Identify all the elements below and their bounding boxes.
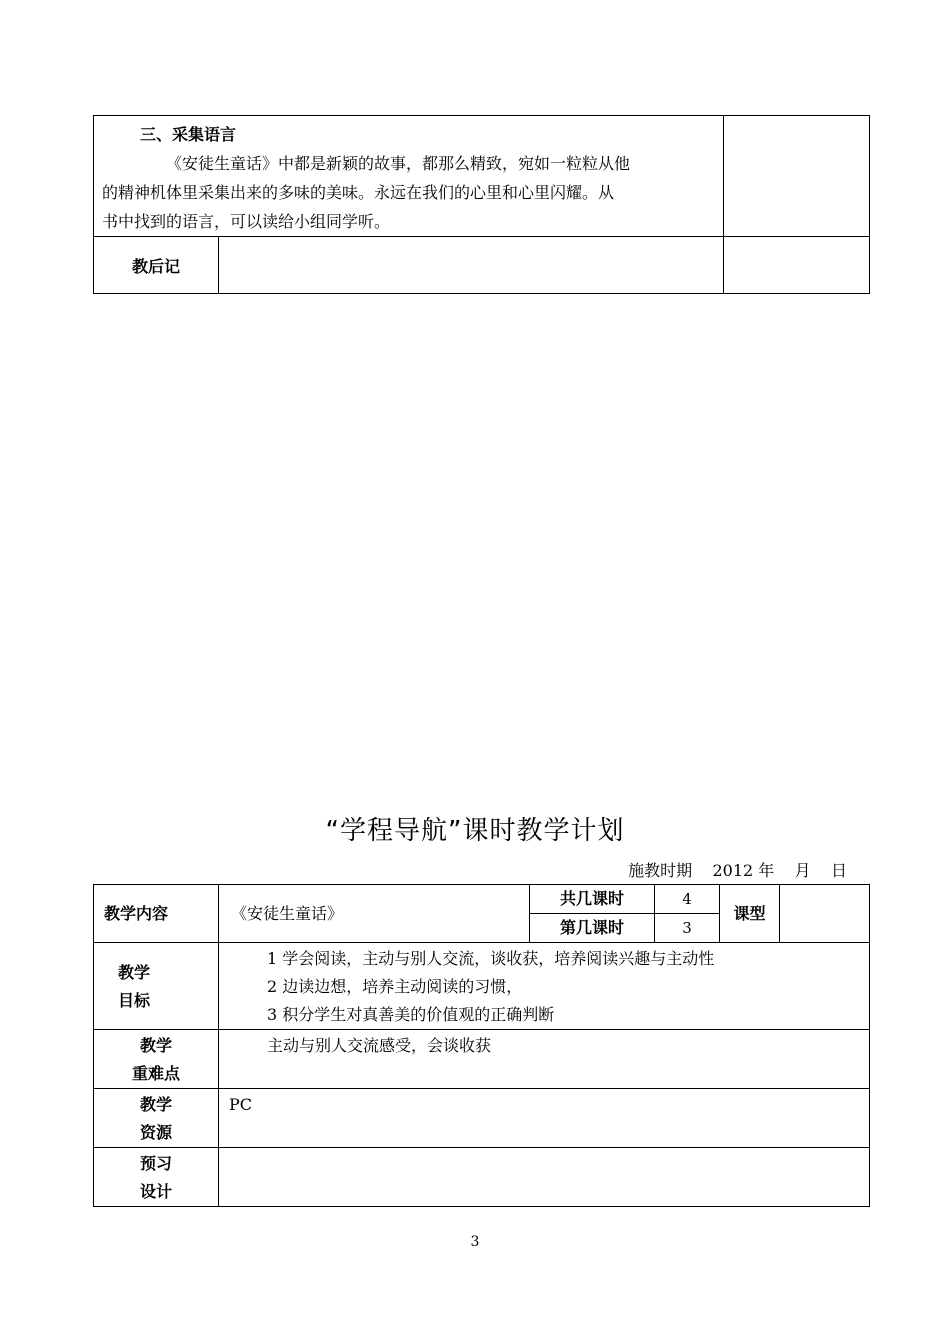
after-class-notes (724, 237, 870, 294)
keypoints-label (94, 1030, 219, 1089)
section-three-text-line: 书中找到的语言，可以读给小组同学听。 (102, 212, 391, 231)
content-label: 教学内容 (94, 885, 219, 943)
date-line: 施教时期 2012 年 月 日 (628, 861, 847, 880)
keypoints-content: 主动与别人交流感受，会谈收获 (219, 1030, 870, 1089)
keypoints-label-line: 教学 (139, 1036, 172, 1055)
current-hour-value: 3 (655, 914, 720, 943)
total-hours-value: 4 (655, 885, 720, 914)
lesson-continuation-table (93, 115, 870, 294)
goals-label-line: 教学 (118, 963, 151, 982)
section-three-text-line: 的精神机体里采集出来的多味的美味。永远在我们的心里和心里闪耀。从 (102, 183, 615, 202)
after-class-label: 教后记 (94, 237, 219, 294)
goal-item: 1 学会阅读，主动与别人交流，谈收获，培养阅读兴趣与主动性 (267, 949, 715, 968)
preview-label (94, 1148, 219, 1207)
preview-label-line: 设计 (139, 1182, 172, 1201)
total-hours-label: 共几课时 (530, 885, 655, 914)
resources-label-line: 资源 (139, 1123, 172, 1142)
notes-cell (724, 116, 870, 237)
type-value (780, 885, 870, 943)
goal-item: 2 边读边想，培养主动阅读的习惯， (267, 977, 523, 996)
resources-label-line: 教学 (139, 1095, 172, 1114)
document-title: “学程导航”课时教学计划 (325, 816, 625, 846)
preview-label-line: 预习 (139, 1154, 172, 1173)
resources-content: PC (219, 1089, 870, 1148)
section-three-cell (94, 116, 724, 237)
keypoints-label-line: 重难点 (131, 1064, 180, 1083)
goals-content (219, 943, 870, 1030)
section-three-heading: 三、采集语言 (140, 125, 237, 144)
section-three-text-line: 《安徒生童话》中都是新颖的故事，都那么精致，宛如一粒粒从他 (166, 154, 631, 173)
preview-content (219, 1148, 870, 1207)
goal-item: 3 积分学生对真善美的价值观的正确判断 (267, 1005, 555, 1024)
after-class-content (219, 237, 724, 294)
content-value: 《安徒生童话》 (219, 885, 530, 943)
type-label: 课型 (720, 885, 780, 943)
resources-label (94, 1089, 219, 1148)
current-hour-label: 第几课时 (530, 914, 655, 943)
goals-label (94, 943, 219, 1030)
page-number: 3 (470, 1234, 480, 1250)
lesson-plan-table (93, 884, 870, 1207)
goals-label-line: 目标 (118, 991, 151, 1010)
